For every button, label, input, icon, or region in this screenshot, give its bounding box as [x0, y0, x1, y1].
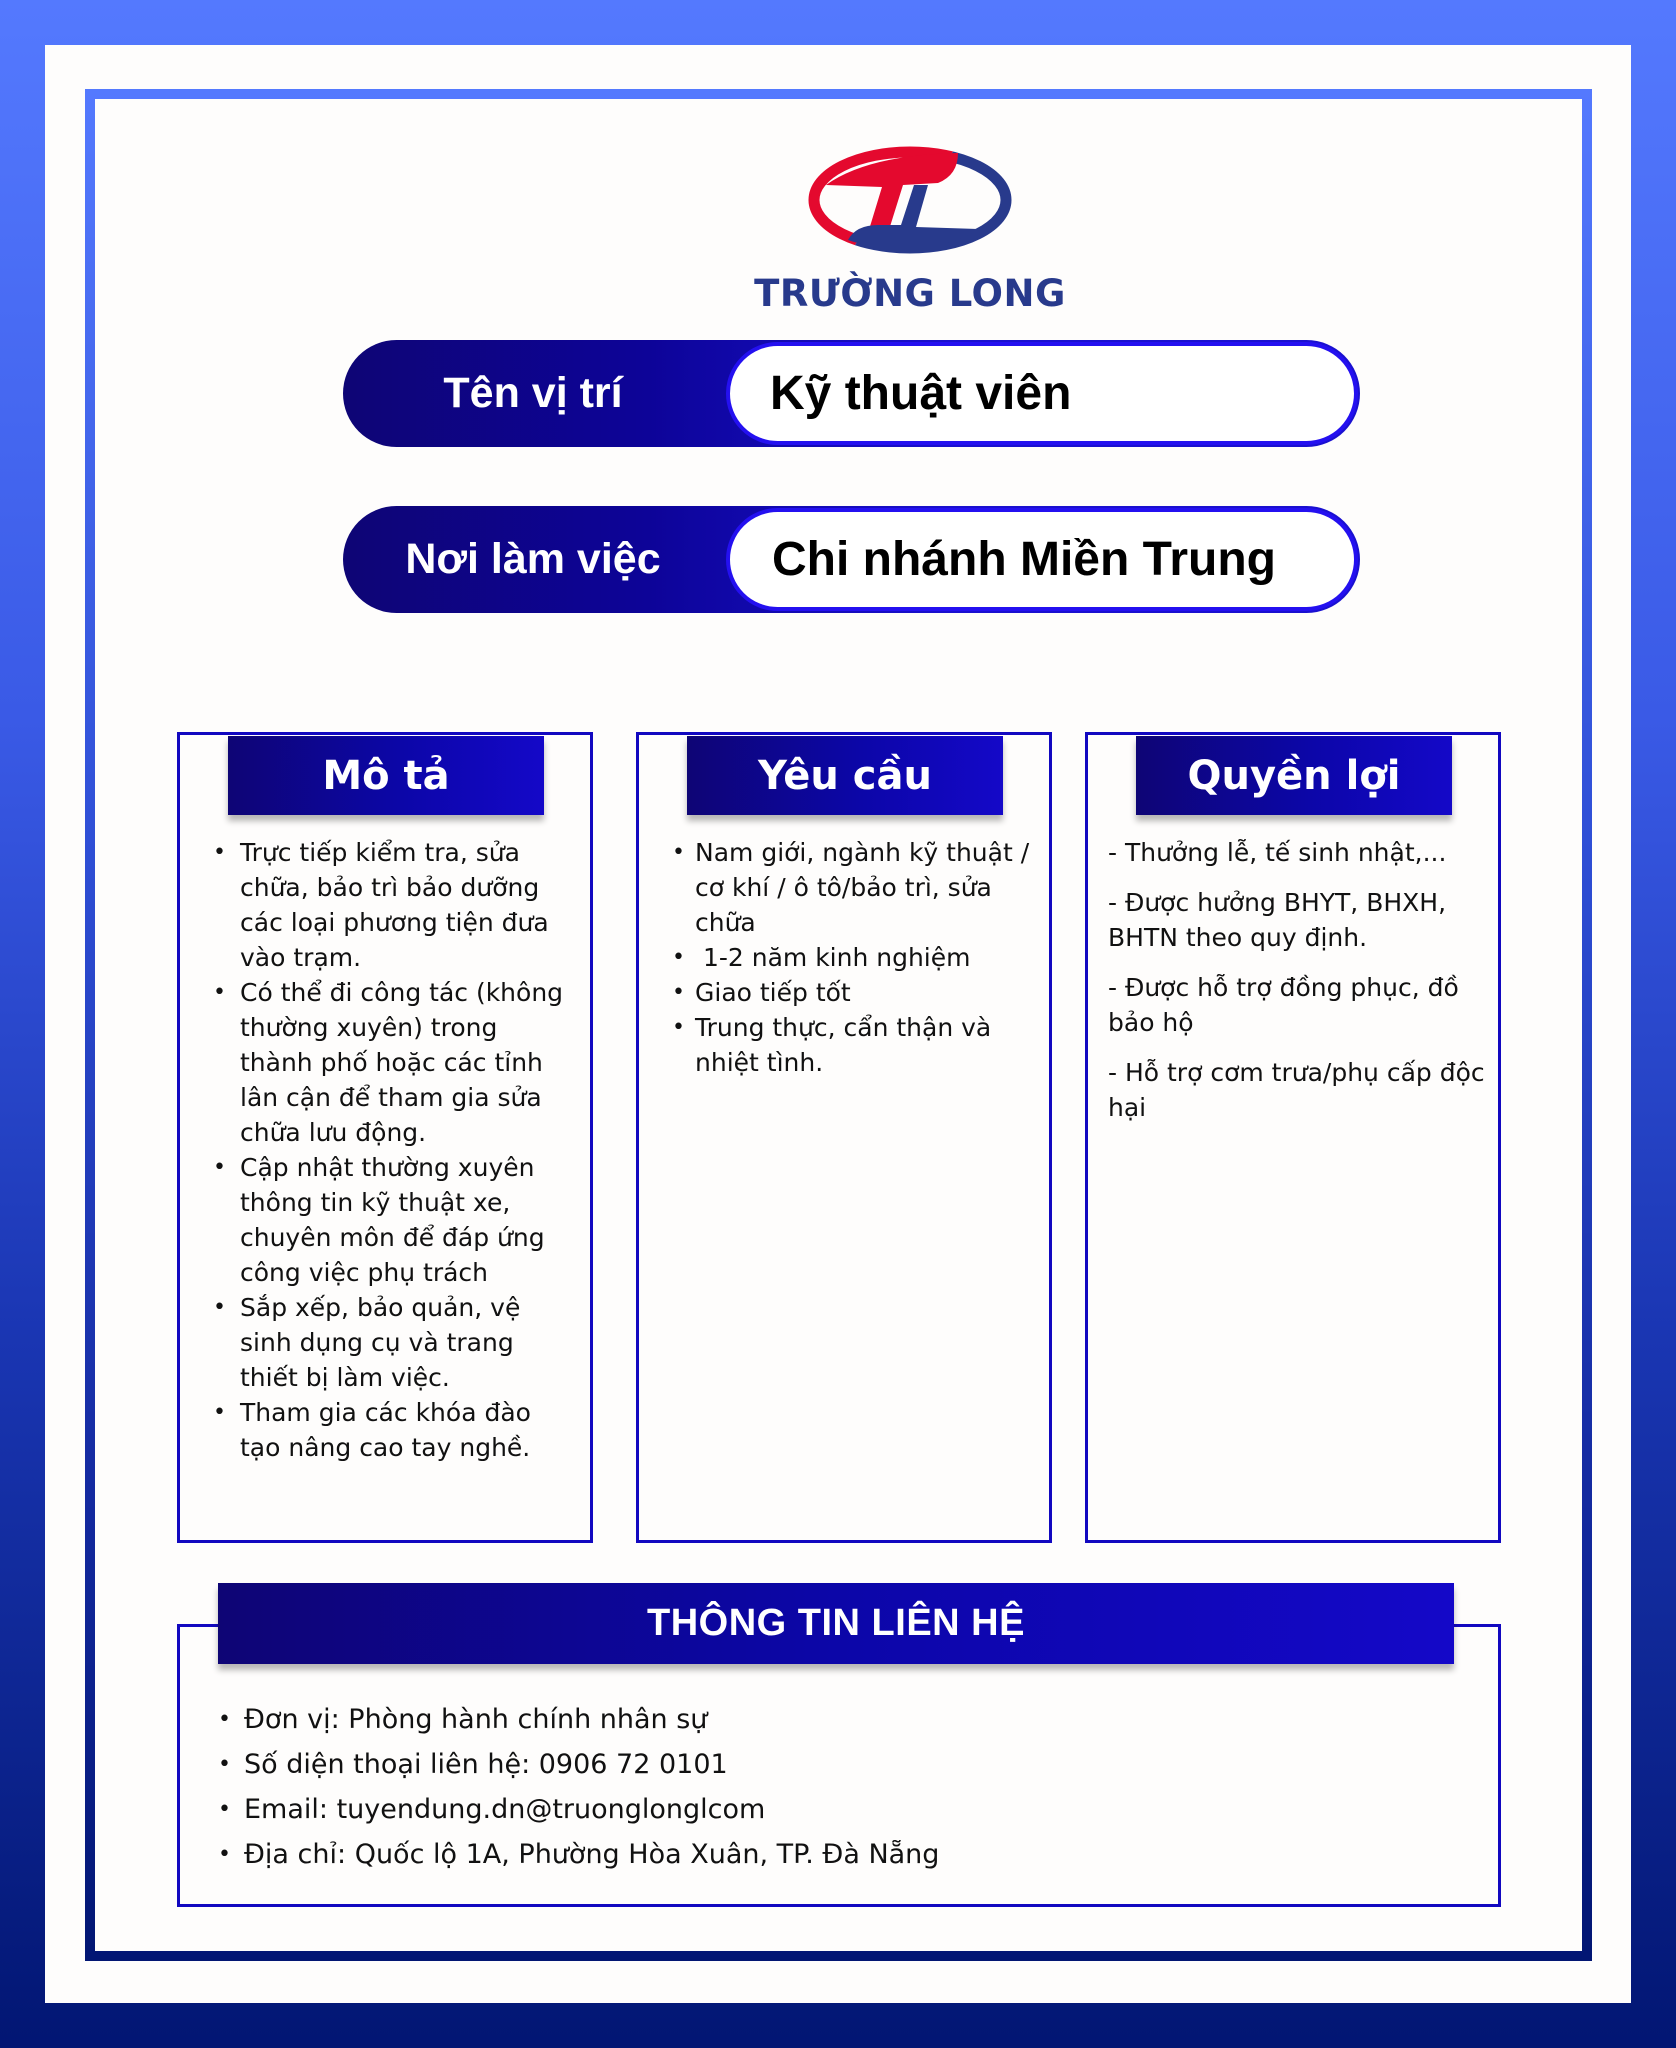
position-label: Tên vị trí: [443, 369, 623, 417]
position-pill: [343, 340, 1360, 447]
location-pill: [343, 506, 1360, 613]
list-item: • Trực tiếp kiểm tra, sửa chữa, bảo trì bảo dưỡng các loại phương tiện đưa vào trạm.: [180, 835, 590, 975]
benefits-card: [1085, 732, 1501, 1543]
requirements-header: Yêu cầu: [687, 736, 1003, 815]
contact-header: THÔNG TIN LIÊN HỆ: [218, 1583, 1454, 1664]
location-value: Chi nhánh Miền Trung: [726, 508, 1358, 611]
brand-name: TRƯỜNG LONG: [754, 272, 1066, 315]
list-item: - Được hỗ trợ đồng phục, đồ bảo hộ: [1108, 973, 1459, 1037]
description-card: [177, 732, 593, 1543]
truong-long-logo-icon: [808, 145, 1013, 255]
list-item: - Hỗ trợ cơm trưa/phụ cấp độc hại: [1108, 1058, 1485, 1122]
description-header: Mô tả: [228, 736, 544, 815]
list-item: - Thưởng lễ, tế sinh nhật,...: [1108, 838, 1447, 867]
list-item: • Giao tiếp tốt: [639, 975, 1049, 1010]
list-item: • Trung thực, cẩn thận và nhiệt tình.: [639, 1010, 1049, 1080]
location-label: Nơi làm việc: [405, 535, 661, 583]
list-item: • Cập nhật thường xuyên thông tin kỹ thuật xe, chuyên môn để đáp ứng công việc phụ trách: [180, 1150, 590, 1290]
list-item: • 1-2 năm kinh nghiệm: [639, 940, 1049, 975]
requirements-list: [639, 835, 1049, 1080]
list-item: - Được hưởng BHYT, BHXH, BHTN theo quy định.: [1108, 888, 1447, 952]
contact-address: • Địa chỉ: Quốc lộ 1A, Phường Hòa Xuân, TP. Đà Nẵng: [200, 1832, 939, 1877]
contact-email: • Email: tuyendung.dn@truonglonglcom: [200, 1787, 939, 1832]
contact-department: • Đơn vị: Phòng hành chính nhân sự: [200, 1697, 939, 1742]
description-list: [180, 835, 590, 1465]
contact-list: [200, 1697, 939, 1877]
position-value: Kỹ thuật viên: [726, 342, 1358, 445]
list-item: • Nam giới, ngành kỹ thuật / cơ khí / ô tô/bảo trì, sửa chữa: [639, 835, 1049, 940]
benefits-header: Quyền lợi: [1136, 736, 1452, 815]
contact-phone: • Số diện thoại liên hệ: 0906 72 0101: [200, 1742, 939, 1787]
list-item: • Sắp xếp, bảo quản, vệ sinh dụng cụ và trang thiết bị làm việc.: [180, 1290, 590, 1395]
requirements-card: [636, 732, 1052, 1543]
list-item: • Có thể đi công tác (không thường xuyên) trong thành phố hoặc các tỉnh lân cận để tham gia sửa chữa lưu động.: [180, 975, 590, 1150]
list-item: • Tham gia các khóa đào tạo nâng cao tay nghề.: [180, 1395, 590, 1465]
benefits-list: [1088, 835, 1498, 1140]
